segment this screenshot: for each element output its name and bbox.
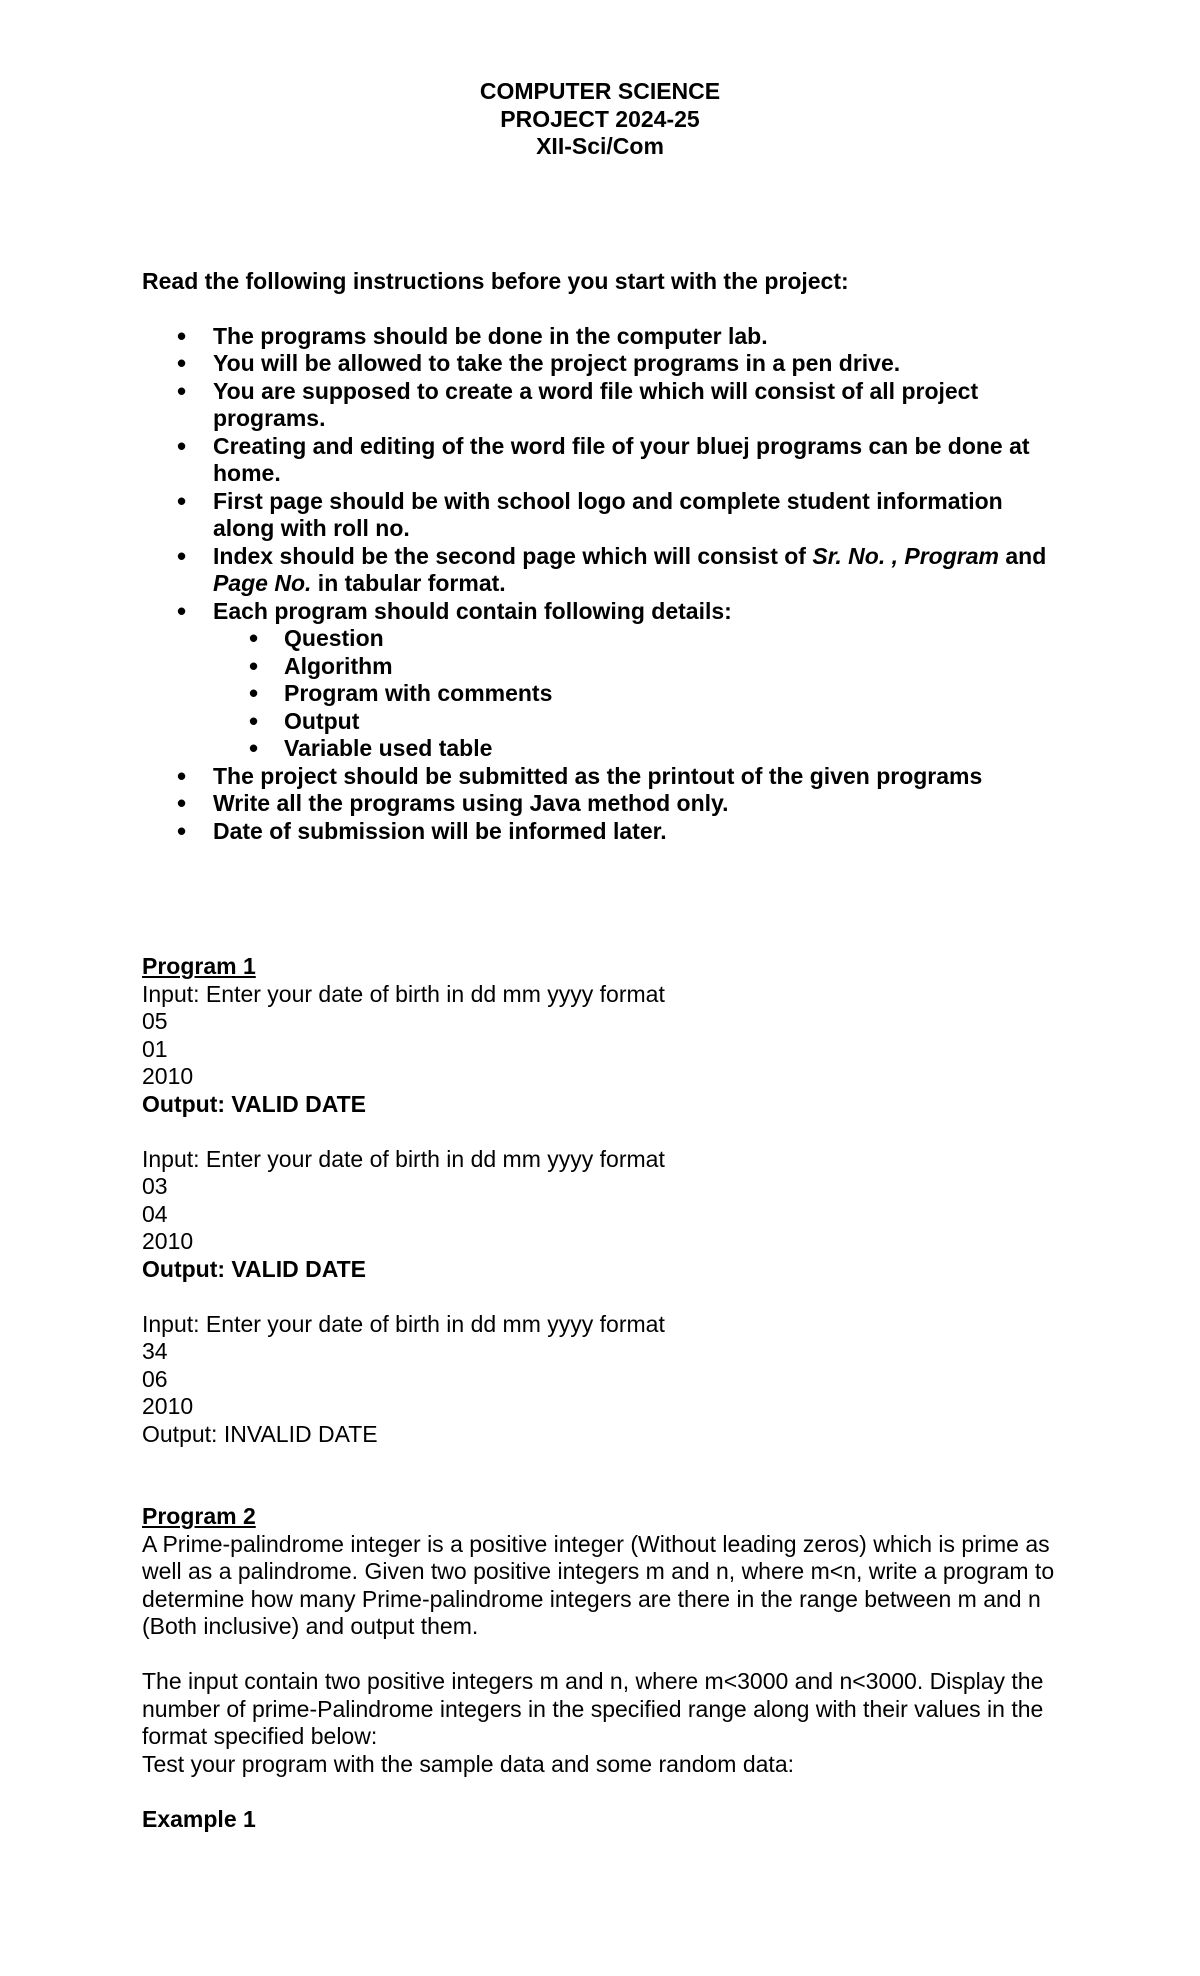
case-value: 34: [142, 1338, 168, 1364]
program-2-description: A Prime-palindrome integer is a positive integer (Without leading zeros) which is prime as well as a palindrome. Given two positive integers m and n, where m<n, write a program to determine how many Prime-palindrome integers are there in the range between m and n (Both inclusive) and output them.: [142, 1530, 1055, 1639]
index-sr-no: Sr. No. ,: [812, 542, 898, 569]
case-value: 04: [142, 1200, 168, 1227]
case-output: Output: VALID DATE: [142, 1255, 366, 1282]
case-value: 2010: [142, 1393, 194, 1419]
detail-item: • Question: [213, 625, 1062, 653]
instruction-item-index: [142, 543, 1062, 598]
detail-item: • Program with comments: [213, 680, 1062, 708]
detail-item: • Output: [213, 708, 1062, 736]
case-value: 03: [142, 1173, 168, 1199]
case-value: 05: [142, 1008, 168, 1034]
spacer: [142, 1448, 1062, 1503]
instructions-list: [142, 323, 1062, 846]
spacer: [142, 1118, 1062, 1146]
detail-item: • Variable used table: [213, 735, 1062, 763]
document-header: [0, 78, 1200, 161]
program-2-input-spec: The input contain two positive integers m and n, where m<3000 and n<3000. Display the number of prime-Palindrome integers in the specified range along with their values in the format specified below:: [142, 1668, 1044, 1749]
header-class: XII-Sci/Com: [536, 133, 664, 159]
index-page-no: Page No.: [213, 570, 312, 596]
document-body: [142, 268, 1062, 1833]
index-and: and: [1005, 542, 1047, 569]
spacer: [142, 1641, 1062, 1669]
program-1-case: [142, 1146, 1062, 1284]
case-output: Output: INVALID DATE: [142, 1420, 378, 1447]
instruction-item: • The project should be submitted as the printout of the given programs: [142, 763, 1062, 791]
instruction-item-details: [142, 598, 1062, 763]
spacer: [142, 1283, 1062, 1311]
example-1-title: Example 1: [142, 1805, 256, 1832]
details-heading: Each program should contain following details:: [213, 597, 732, 624]
spacer: [142, 1778, 1062, 1806]
instructions-intro: Read the following instructions before you start with the project:: [142, 268, 849, 294]
detail-item: • Algorithm: [213, 653, 1062, 681]
program-1-section: [142, 953, 1062, 1448]
program-1-case: [142, 1311, 1062, 1449]
case-value: 2010: [142, 1063, 194, 1089]
details-list: [213, 625, 1062, 763]
index-text-before: Index should be the second page which will consist of: [213, 542, 813, 569]
index-text-after: in tabular format.: [311, 570, 506, 596]
program-1-title: Program 1: [142, 953, 256, 979]
header-subject: COMPUTER SCIENCE: [479, 78, 721, 104]
instruction-item: • Write all the programs using Java method only.: [142, 790, 1062, 818]
case-input-prompt: Input: Enter your date of birth in dd mm yyyy format: [142, 980, 665, 1007]
index-program: Program: [904, 542, 999, 569]
program-2-test-note: Test your program with the sample data and some random data:: [142, 1750, 795, 1777]
instruction-item: • The programs should be done in the computer lab.: [142, 323, 1062, 351]
header-project: PROJECT 2024-25: [500, 105, 700, 132]
instruction-item: • First page should be with school logo and complete student information along with roll no.: [142, 488, 1062, 543]
program-2-section: [142, 1503, 1062, 1833]
instruction-item: • Creating and editing of the word file of your bluej programs can be done at home.: [142, 433, 1062, 488]
instruction-item: • You will be allowed to take the project programs in a pen drive.: [142, 350, 1062, 378]
instruction-item: • You are supposed to create a word file which will consist of all project programs.: [142, 378, 1062, 433]
case-output: Output: VALID DATE: [142, 1090, 366, 1117]
instruction-item: • Date of submission will be informed later.: [142, 818, 1062, 846]
case-value: 06: [142, 1365, 168, 1392]
program-2-title: Program 2: [142, 1503, 256, 1529]
case-value: 2010: [142, 1228, 194, 1254]
case-input-prompt: Input: Enter your date of birth in dd mm yyyy format: [142, 1145, 665, 1172]
case-value: 01: [142, 1035, 168, 1062]
program-1-case: [142, 981, 1062, 1119]
case-input-prompt: Input: Enter your date of birth in dd mm yyyy format: [142, 1310, 665, 1337]
